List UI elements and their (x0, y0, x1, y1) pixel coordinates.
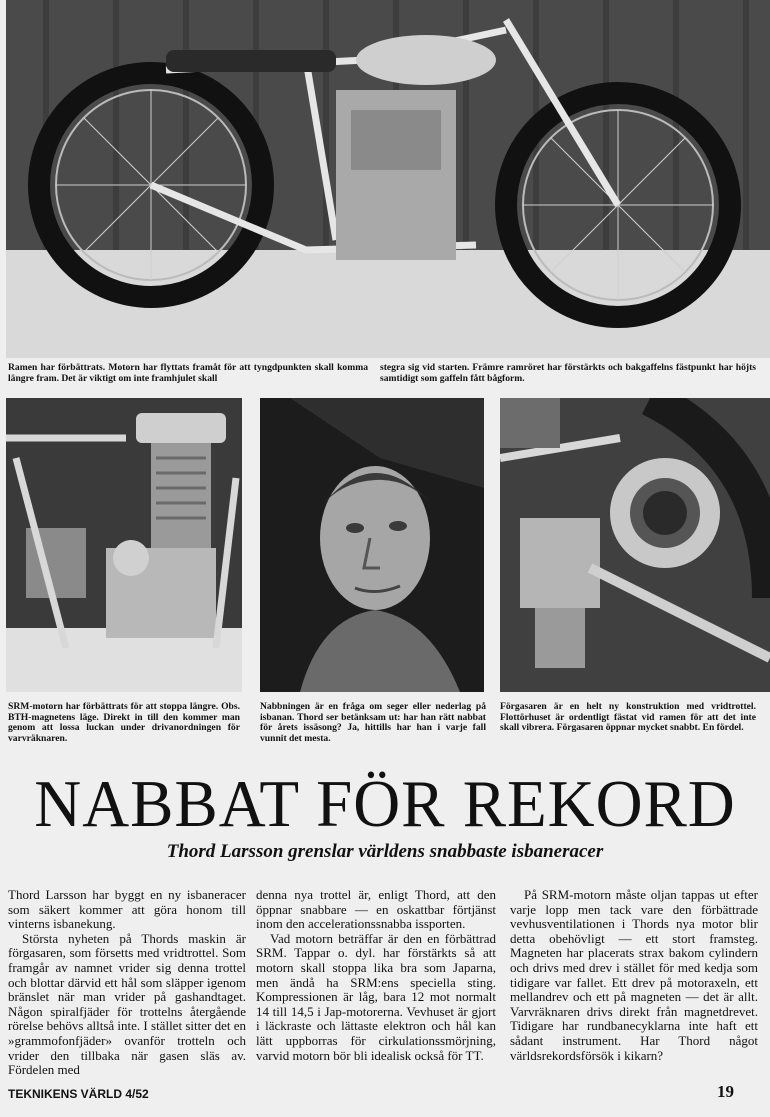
engine-photo (6, 398, 242, 692)
caption-carburetor: Förgasaren är en helt ny konstruktion med vridtrottel. Flottörhuset är ordentligt fästat vid ramen för att det inte skall vibrera. Förgasaren öppnar mycket snabbt. En fördel. (500, 701, 756, 734)
magazine-issue: TEKNIKENS VÄRLD 4/52 (8, 1087, 149, 1101)
paragraph: Vad motorn beträffar är den en förbättrad SRM. Tappar o. dyl. har förstärkts så att motorn skall stoppa lika bra som Japarna, men ändå ha SRM:ens speciella sting. Kompressionen är låg, bara 12 mot normalt 14 till 14,5 i Jap-motorerna. Vevhuset är gjort i läckraste och lättaste elektron och hål kan lätt uppborras för cirkulationssmörjning, varvid motorn bör bli idealisk också för TT. (256, 930, 496, 1063)
paragraph: denna nya trottel är, enligt Thord, att den öppnar snabbare — en oskattbar förtjänst inom den accelerationssnabba issporten. (256, 887, 496, 932)
caption-portrait: Nabbningen är en fråga om seger eller nederlag på isbanan. Thord ser betänksam ut: har han rätt nabbat för årets issäsong? Ja, hittills har han i varje fall vunnit det mesta. (260, 701, 486, 744)
carburetor-photo (500, 398, 770, 692)
motorcycle-photo (6, 0, 770, 358)
subheadline: Thord Larsson grenslar världens snabbaste isbaneracer (166, 841, 604, 862)
caption-engine: SRM-motorn har förbättrats för att stoppa längre. Obs. BTH-magnetens läge. Direkt in till den kommer man genom att lossa luckan under drivanordningen för varvräknaren. (8, 701, 240, 744)
article-column-1 (8, 888, 246, 1078)
portrait-photo (260, 398, 484, 692)
article-column-2 (256, 888, 496, 1063)
headline: NABBAT FÖR REKORD (34, 767, 736, 841)
page-number: 19 (717, 1082, 734, 1101)
caption-frame-right: stegra sig vid starten. Främre ramröret har förstärkts och bakgaffelns fästpunkt har höjts samtidigt som gaffeln fått bågform. (380, 362, 756, 384)
paragraph: På SRM-motorn måste oljan tappas ut efter varje lopp men tack vare den förbättrade vevhusventilationen i Thords nya motor blir detta obehövligt — ett stort framsteg. Magneten har placerats strax bakom cylindern och drivs med drev i stället för med kedja som tidigare var fallet. Ett drev på motoraxeln, ett mellandrev och ett på magneten — det är allt. Varvräknaren drivs direkt från magnetdrevet. Tidigare har rundbanecyklarna inte haft ett sådant instrument. Har Thord något världsrekordsförsök i kikarn? (510, 887, 758, 1063)
paragraph: Thord Larsson har byggt en ny isbaneracer som säkert kommer att göra honom till vinterns isbanekung. (8, 887, 246, 932)
article-column-3 (510, 888, 758, 1063)
caption-frame-left: Ramen har förbättrats. Motorn har flyttats framåt för att tyngdpunkten skall komma längre fram. Det är viktigt om inte framhjulet skall (8, 362, 368, 384)
paragraph: Största nyheten på Thords maskin är förgasaren, som försetts med vridtrottel. Som framgår av namnet vrider sig denna trottel och blottar därvid ett hål som släpper igenom bränslet när man vrider på gashandtaget. Någon spiralfjäder för trottelns återgående rörelse behövs alltså inte. I stället sitter det en »grammofonfjäder» ovanför trotteln och vrider den tillbaka när gasen släs av. Fördelen med (8, 930, 246, 1078)
